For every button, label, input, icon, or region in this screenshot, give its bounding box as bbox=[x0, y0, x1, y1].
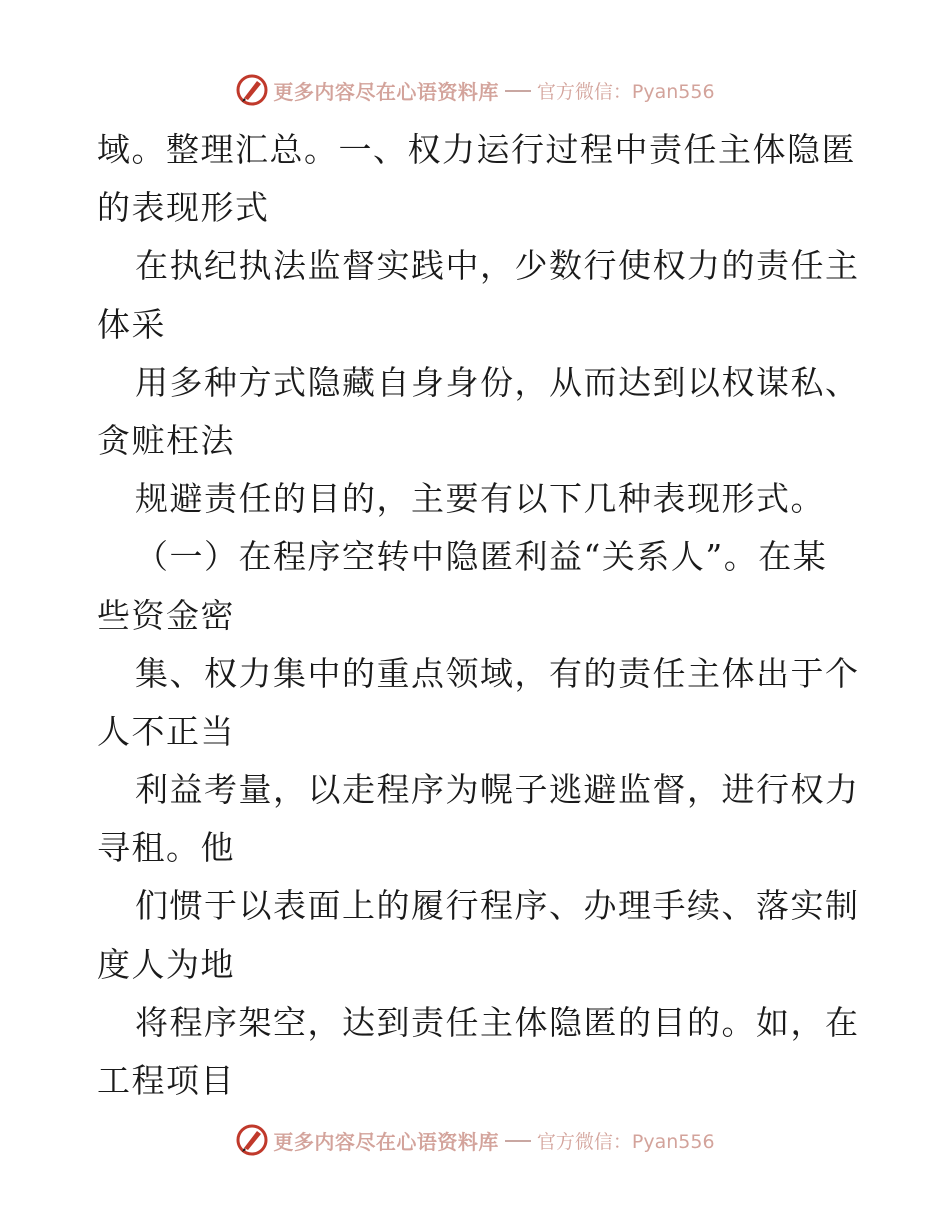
text-line: （一）在程序空转中隐匿利益“关系人”。在某 bbox=[135, 537, 828, 577]
banner-divider bbox=[505, 1140, 531, 1142]
text-line: 在执纪执法监督实践中，少数行使权力的责任主 bbox=[135, 246, 860, 286]
text-line: 规避责任的目的，主要有以下几种表现形式。 bbox=[135, 479, 825, 519]
text-line: 域。整理汇总。一、权力运行过程中责任主体隐匿 bbox=[97, 130, 856, 169]
text-line: 体采 bbox=[97, 304, 166, 344]
document-body bbox=[97, 121, 860, 1110]
text-line: 利益考量，以走程序为幌子逃避监督，进行权力 bbox=[135, 770, 860, 810]
text-line: 们惯于以表面上的履行程序、办理手续、落实制 bbox=[135, 886, 860, 926]
banner-title: 更多内容尽在心语资料库 bbox=[273, 1129, 499, 1154]
text-line: 将程序架空，达到责任主体隐匿的目的。如，在 bbox=[135, 1002, 860, 1042]
text-line: 些资金密 bbox=[97, 595, 235, 635]
banner-wechat: 官方微信：Pyan556 bbox=[536, 1130, 715, 1153]
text-line: 人不正当 bbox=[97, 711, 235, 751]
banner-title: 更多内容尽在心语资料库 bbox=[273, 79, 499, 104]
footer-banner bbox=[0, 1118, 950, 1162]
header-banner bbox=[0, 68, 950, 112]
banner-divider bbox=[505, 90, 531, 92]
quill-pen-logo-icon bbox=[235, 1123, 269, 1157]
text-line: 用多种方式隐藏自身身份，从而达到以权谋私、 bbox=[135, 362, 860, 402]
text-line: 工程项目 bbox=[97, 1061, 235, 1100]
text-line: 贪赃枉法 bbox=[97, 420, 235, 460]
quill-pen-logo-icon bbox=[235, 73, 269, 107]
banner-wechat: 官方微信：Pyan556 bbox=[536, 80, 715, 103]
text-line: 寻租。他 bbox=[97, 828, 235, 868]
text-line: 集、权力集中的重点领域，有的责任主体出于个 bbox=[135, 653, 860, 693]
text-line: 的表现形式 bbox=[97, 188, 270, 228]
text-line: 度人为地 bbox=[97, 944, 235, 984]
